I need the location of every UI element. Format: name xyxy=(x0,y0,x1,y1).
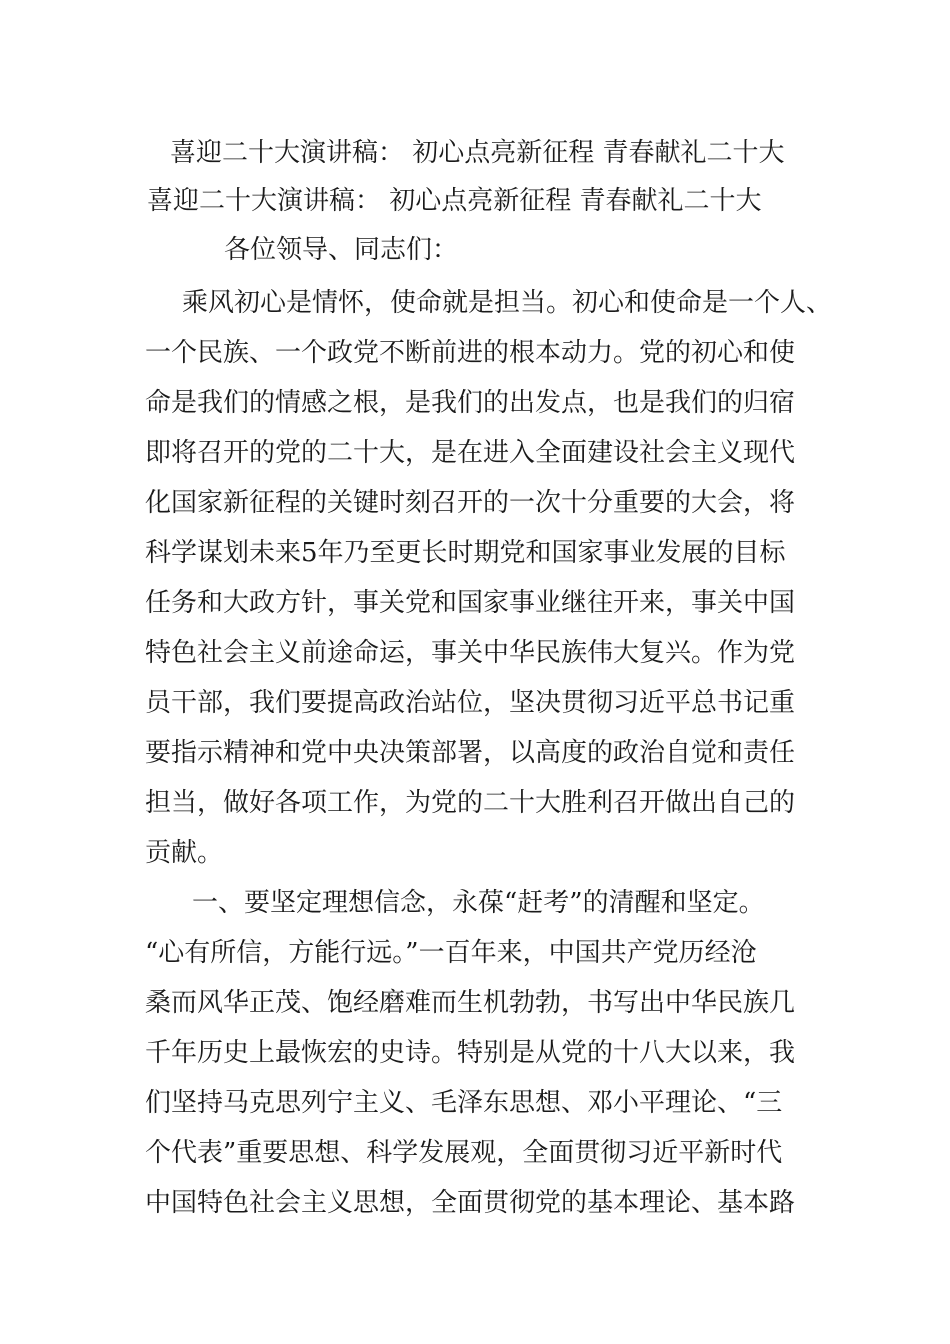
document-title: 喜迎二十大演讲稿： 初心点亮新征程 青春献礼二十大 xyxy=(170,138,785,168)
paragraph-line: “心有所信，方能行远。”一百年来，中国共产党历经沧 xyxy=(145,938,757,968)
paragraph-line: 科学谋划未来5年乃至更长时期党和国家事业发展的目标 xyxy=(145,538,786,568)
paragraph-line: 特色社会主义前途命运，事关中华民族伟大复兴。作为党 xyxy=(145,638,796,668)
paragraph-line: 一个民族、一个政党不断前进的根本动力。党的初心和使 xyxy=(145,338,796,368)
salutation: 各位领导、同志们： xyxy=(224,235,459,265)
paragraph-line: 桑而风华正茂、饱经磨难而生机勃勃，书写出中华民族几 xyxy=(145,988,796,1018)
paragraph-line: 担当，做好各项工作，为党的二十大胜利召开做出自己的 xyxy=(145,788,796,818)
paragraph-line: 千年历史上最恢宏的史诗。特别是从党的十八大以来，我 xyxy=(145,1038,796,1068)
paragraph-line: 命是我们的情感之根，是我们的出发点，也是我们的归宿 xyxy=(145,388,796,418)
paragraph-line: 个代表”重要思想、科学发展观，全面贯彻习近平新时代 xyxy=(145,1138,783,1168)
paragraph-line: 任务和大政方针，事关党和国家事业继往开来，事关中国 xyxy=(145,588,796,618)
section-heading: 一、要坚定理想信念，永葆“赶考”的清醒和坚定。 xyxy=(192,888,765,918)
paragraph-line: 贡献。 xyxy=(145,838,224,868)
paragraph-line: 员干部，我们要提高政治站位，坚决贯彻习近平总书记重 xyxy=(145,688,796,718)
paragraph-line: 们坚持马克思列宁主义、毛泽东思想、邓小平理论、“三 xyxy=(145,1088,783,1118)
paragraph-line: 化国家新征程的关键时刻召开的一次十分重要的大会，将 xyxy=(145,488,796,518)
paragraph-line: 要指示精神和党中央决策部署，以高度的政治自觉和责任 xyxy=(145,738,796,768)
paragraph-line: 乘风初心是情怀，使命就是担当。初心和使命是一个人、 xyxy=(182,288,833,318)
document-title-repeat: 喜迎二十大演讲稿： 初心点亮新征程 青春献礼二十大 xyxy=(147,186,762,216)
paragraph-line: 即将召开的党的二十大，是在进入全面建设社会主义现代 xyxy=(145,438,796,468)
paragraph-line: 中国特色社会主义思想，全面贯彻党的基本理论、基本路 xyxy=(145,1188,796,1218)
